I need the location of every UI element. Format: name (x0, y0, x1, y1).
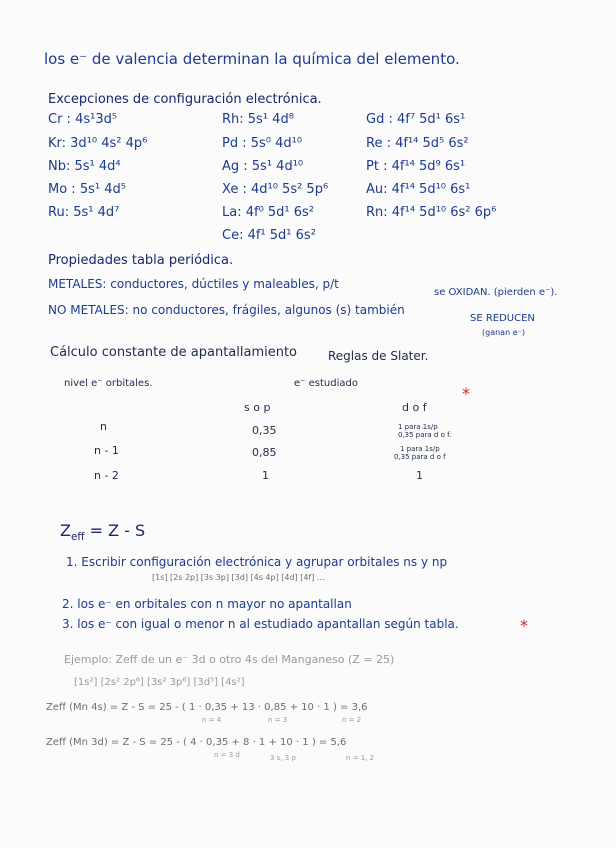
slater-df-value: 1 para 1s/p (400, 445, 440, 453)
slater-title: Cálculo constante de apantallamiento (50, 345, 298, 360)
exception-item: Rn: 4f¹⁴ 5d¹⁰ 6s² 6p⁶ (366, 205, 497, 220)
zeff-formula (60, 521, 146, 544)
metals-line: METALES: conductores, dúctiles y maleables, p/t (48, 277, 339, 291)
exception-item: Rh: 5s¹ 4d⁸ (222, 112, 294, 127)
nonmetals-line: NO METALES: no conductores, frágiles, algunos (s) también (48, 303, 405, 317)
zeff-rest: = Z - S (84, 521, 146, 540)
exception-item: Pt : 4f¹⁴ 5d⁹ 6s¹ (366, 159, 466, 174)
calc2-label: n = 3 d (214, 751, 240, 759)
step-3: 3. los e⁻ con igual o menor n al estudiado apantallan según tabla. (62, 617, 459, 631)
properties-title: Propiedades tabla periódica. (48, 253, 234, 268)
slater-sp-value: 0,85 (252, 446, 277, 459)
slater-col-studied: e⁻ estudiado (294, 378, 358, 389)
example-calc-1: Zeff (Mn 4s) = Z - S = 25 - ( 1 · 0,35 + 13 · 0,85 + 10 · 1 ) = 3,6 (46, 702, 368, 713)
zeff-symbol: Z (60, 521, 71, 540)
slater-level: n - 1 (94, 444, 119, 457)
exception-item: Xe : 4d¹⁰ 5s² 5p⁶ (222, 182, 329, 197)
exception-item: La: 4f⁰ 5d¹ 6s² (222, 205, 315, 220)
slater-subtitle: Reglas de Slater. (328, 349, 429, 363)
zeff-subscript: eff (70, 531, 85, 544)
slater-header-sp: s o p (244, 401, 271, 414)
example-config: [1s²] [2s² 2p⁶] [3s² 3p⁶] [3d⁵] [4s²] (74, 677, 245, 688)
calc1-label: n = 3 (268, 716, 288, 724)
exception-item: Gd : 4f⁷ 5d¹ 6s¹ (366, 112, 466, 127)
exception-item: Ru: 5s¹ 4d⁷ (48, 205, 120, 220)
exception-item: Kr: 3d¹⁰ 4s² 4p⁶ (48, 136, 148, 151)
slater-asterisk: * (462, 384, 470, 403)
slater-df-value-2: 0,35 para d o f. (398, 431, 452, 439)
calc2-label: 3 s, 3 p (270, 754, 296, 762)
orbital-grouping: [1s] [2s 2p] [3s 3p] [3d] [4s 4p] [4d] [4f] ... (152, 573, 325, 582)
slater-sp-value: 1 (262, 469, 269, 482)
step-2: 2. los e⁻ en orbitales con n mayor no apantallan (62, 597, 352, 611)
calc1-label: n = 4 (202, 716, 222, 724)
slater-level: n (100, 420, 107, 433)
nonmetals-note: SE REDUCEN (470, 313, 535, 324)
exception-item: Nb: 5s¹ 4d⁴ (48, 159, 121, 174)
exception-item: Cr : 4s¹3d⁵ (48, 112, 118, 127)
exception-item: Ag : 5s¹ 4d¹⁰ (222, 159, 304, 174)
exceptions-title: Excepciones de configuración electrónica. (48, 92, 322, 107)
slater-df-value: 1 para 1s/p (398, 423, 438, 431)
step3-asterisk: * (520, 616, 528, 635)
slater-level: n - 2 (94, 469, 119, 482)
slater-df-value-2: 0,35 para d o f (394, 453, 446, 461)
example-calc-2: Zeff (Mn 3d) = Z - S = 25 - ( 4 · 0,35 + 8 · 1 + 10 · 1 ) = 5,6 (46, 737, 347, 748)
exception-item: Pd : 5s⁰ 4d¹⁰ (222, 136, 303, 151)
slater-df-value: 1 (416, 469, 423, 482)
exception-item: Re : 4f¹⁴ 5d⁵ 6s² (366, 136, 469, 151)
exception-item: Mo : 5s¹ 4d⁵ (48, 182, 126, 197)
slater-header-df: d o f (402, 401, 427, 414)
nonmetals-note2: (ganan e⁻) (482, 328, 525, 337)
exception-item: Ce: 4f¹ 5d¹ 6s² (222, 228, 316, 243)
slater-sp-value: 0,35 (252, 424, 277, 437)
intro-line: los e⁻ de valencia determinan la química del elemento. (44, 50, 460, 68)
calc1-label: n = 2 (342, 716, 362, 724)
slater-col-level: nivel e⁻ orbitales. (64, 378, 153, 389)
calc2-label: n = 1, 2 (346, 754, 375, 762)
example-title: Ejemplo: Zeff de un e⁻ 3d o otro 4s del Manganeso (Z = 25) (64, 653, 395, 666)
exception-item: Au: 4f¹⁴ 5d¹⁰ 6s¹ (366, 182, 471, 197)
step-1: 1. Escribir configuración electrónica y agrupar orbitales ns y np (66, 555, 448, 569)
metals-note: se OXIDAN. (pierden e⁻). (434, 287, 558, 298)
